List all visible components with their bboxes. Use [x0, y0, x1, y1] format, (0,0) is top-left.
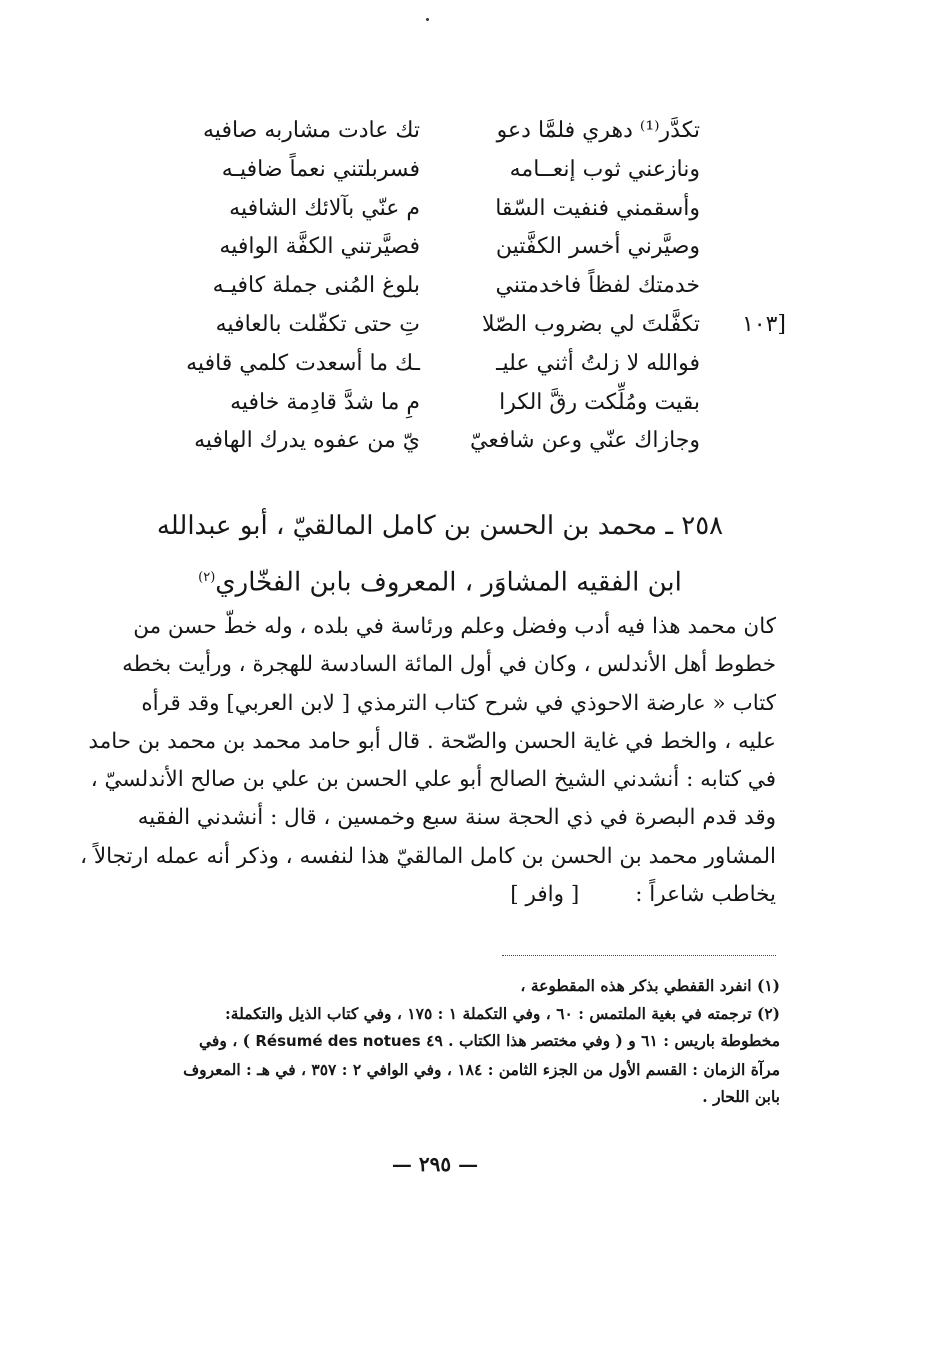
body-line: في كتابه : أنشدني الشيخ الصالح أبو علي الحسن بن علي بن صالح الأندلسيّ ، [90, 767, 776, 793]
body-line: كتاب « عارضة الاحوذي في شرح كتاب الترمذي [ لابن العربي] وقد قرأه [141, 690, 776, 716]
poem-hemistich-second: يّ من عفوه يدرك الهافيه [194, 428, 420, 454]
poem-hemistich-first: وأسقمني فنفيت السّقا [495, 195, 700, 221]
poem-hemistich-second: مِ ما شدَّ قادِمة خافيه [230, 389, 420, 415]
poem-hemistich-first: بقيت ومُلِّكت رقَّ الكرا [499, 389, 700, 415]
poem-row [150, 152, 790, 191]
body-line: كان محمد هذا فيه أدب وفضل وعلم ورئاسة في بلده ، وله خطّ حسن من [133, 614, 776, 639]
entry-body-text [80, 608, 776, 914]
page-number: — ٢٩٥ — [391, 1152, 479, 1176]
poem-row [150, 191, 790, 230]
poem-block [150, 113, 790, 462]
footnote-2-text-a: مخطوطة باريس : ٦١ و ( وفي مختصر هذا الكتاب . ٤٩ [426, 1031, 780, 1051]
poem-row [150, 346, 790, 385]
poem-hemistich-first: تكفَّلتَ لي بضروب الصّلا [481, 311, 700, 337]
body-last-line [106, 876, 776, 914]
poem-hemistich-first: وصيَّرني أخسر الكفَّتين [495, 234, 700, 260]
poem-row [150, 268, 790, 307]
poem-row [150, 307, 790, 346]
body-line: المشاور محمد بن الحسن بن كامل المالقيّ هذا لنفسه ، وذكر أنه عمله ارتجالاً ، [80, 843, 776, 869]
poem-row [150, 229, 790, 268]
meter-label: [ وافر ] [510, 882, 580, 908]
poem-hemistich-first: وجازاك عنّي وعن شافعيّ [470, 428, 700, 454]
entry-subtitle-text: ابن الفقيه المشاوَر ، المعروف بابن الفخّاري [215, 567, 682, 598]
body-line: وقد قدم البصرة في ذي الحجة سنة سبع وخمسين ، قال : أنشدني الفقيه [137, 805, 776, 831]
poem-hemistich-second: ـك ما أسعدت كلمي قافيه [186, 350, 420, 376]
poem-hemistich-second: فسربلتني نعماً ضافيـه [221, 156, 420, 182]
poem-row [150, 385, 790, 424]
verse-number-marker: [١٠٣ [741, 311, 786, 337]
poem-hemistich-second: تك عادت مشاربه صافيه [203, 118, 420, 143]
footnote-2-line: مرآة الزمان : القسم الأول من الجزء الثامن : ١٨٤ ، وفي الوافي ٢ : ٣٥٧ ، في هـ : المعروف [183, 1059, 780, 1079]
body-last-line-text: يخاطب شاعراً : [635, 882, 776, 908]
footnote-reference: (٢) [198, 570, 216, 585]
footnote-2-line: (٢) ترجمته في بغية الملتمس : ٦٠ ، وفي التكملة ١ : ١٧٥ ، وفي كتاب الذيل والتكملة: [225, 1003, 780, 1023]
footnote-2-text-b: ) ، وفي [199, 1031, 250, 1051]
entry-heading [140, 500, 740, 609]
footnote-1: (١) انفرد القفطي بذكر هذه المقطوعة ، [520, 976, 780, 995]
footnote-separator [502, 955, 776, 956]
poem-hemistich-first: خدمتك لفظاً فاخدمتني [495, 273, 700, 299]
entry-title-line: ٢٥٨ ـ محمد بن الحسن بن كامل المالقيّ ، أبو عبدالله [156, 511, 724, 541]
body-line: خطوط أهل الأندلس ، وكان في أول المائة السادسة للهجرة ، ورأيت بخطه [122, 652, 776, 678]
footnote-2-line [106, 1027, 780, 1056]
entry-subtitle-line [140, 552, 740, 609]
footnote-2-line: بابن اللحار . [702, 1087, 780, 1107]
poem-hemistich-second: فصيَّرتني الكفَّة الوافيه [219, 234, 420, 260]
poem-hemistich-first: فوالله لا زلتُ أثني عليـ [496, 350, 700, 376]
poem-row [150, 113, 790, 152]
poem-hemistich-first: تكدَّر⁽¹⁾ دهري فلمَّا دعو [496, 118, 700, 143]
poem-row [150, 423, 790, 462]
poem-hemistich-second: تِ حتى تكفّلت بالعافيه [215, 311, 420, 337]
top-dot-mark [426, 18, 430, 24]
poem-hemistich-second: بلوغ المُنى جملة كافيـه [212, 273, 420, 299]
footnote-2-latin-title: Résumé des notues [255, 1032, 421, 1051]
footnotes-block [106, 972, 780, 1111]
body-line: عليه ، والخط في غاية الحسن والصّحة . قال أبو حامد محمد بن محمد بن حامد [88, 728, 776, 754]
poem-hemistich-second: م عنّي بآلائك الشافيه [229, 195, 420, 221]
poem-hemistich-first: ونازعني ثوب إنعــامه [509, 156, 700, 182]
